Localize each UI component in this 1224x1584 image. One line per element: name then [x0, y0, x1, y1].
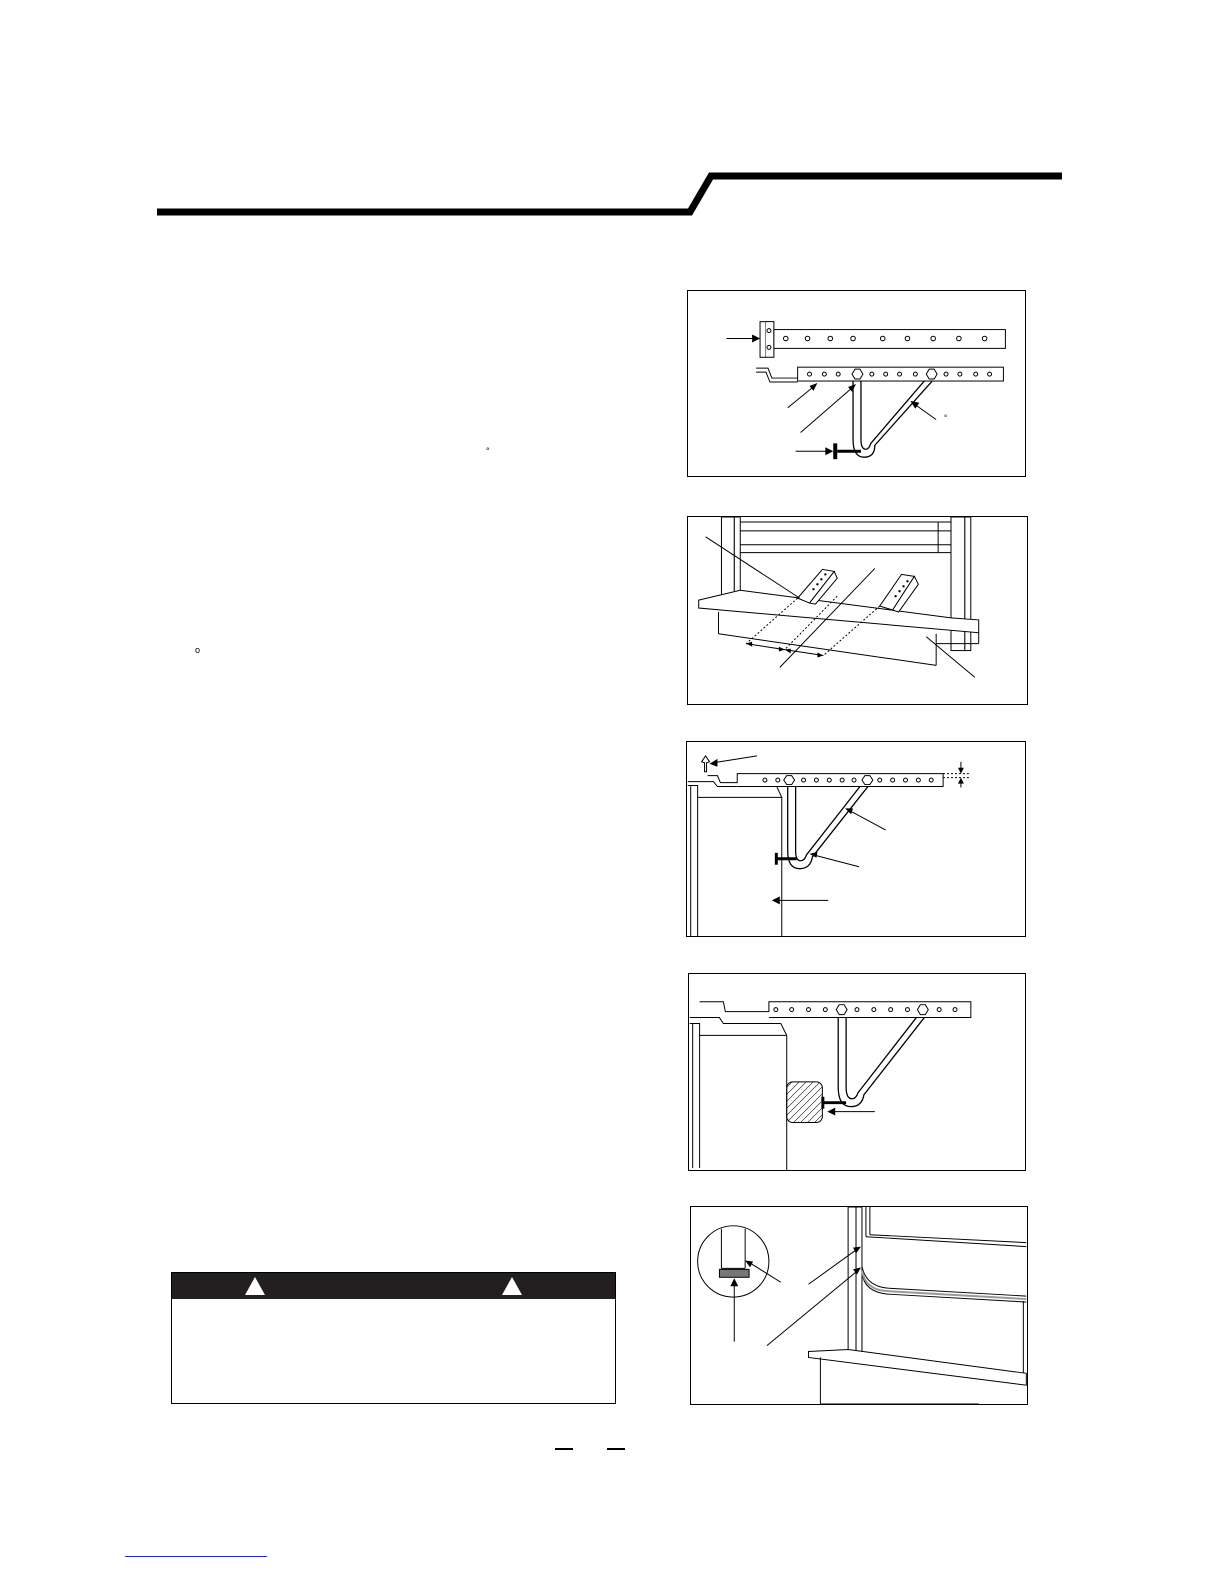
figure-window-sill-placement [687, 516, 1028, 705]
side-view-block-drawing [689, 974, 1025, 1170]
side-view-screw-drawing [687, 742, 1025, 936]
figure-bracket-side-view-screw [686, 741, 1026, 937]
footer-link-underline[interactable] [125, 1556, 267, 1557]
warning-box [171, 1272, 616, 1404]
window-sill-drawing [688, 517, 1027, 704]
figure-bracket-parts [687, 290, 1026, 477]
svg-text:°: ° [944, 413, 948, 423]
stray-degree-mark: ° [486, 446, 490, 456]
header-rule [0, 0, 1224, 230]
page-number-dash-right [607, 1448, 625, 1450]
window-corner-drawing [691, 1207, 1027, 1404]
warning-triangle-icon [502, 1277, 522, 1295]
figure-window-corner-detail [690, 1206, 1028, 1405]
bracket-parts-drawing [688, 291, 1025, 476]
warning-header-bar [172, 1273, 615, 1299]
page-number-dash-left [555, 1448, 573, 1450]
figure-bracket-side-view-block [688, 973, 1026, 1171]
stray-o-mark: o [195, 645, 201, 655]
warning-triangle-icon [245, 1277, 265, 1295]
